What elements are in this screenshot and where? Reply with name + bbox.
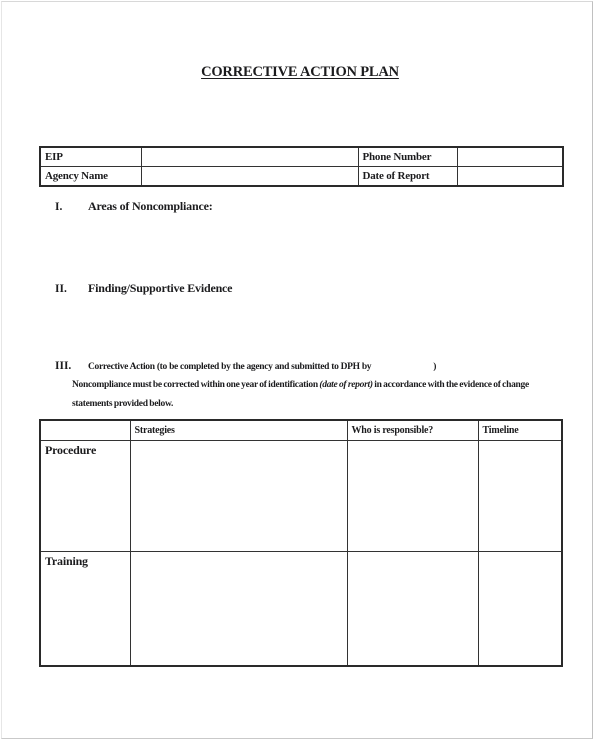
corrective-action-body-text (72, 376, 563, 413)
section-areas-of-noncompliance (55, 199, 213, 214)
document-title: CORRECTIVE ACTION PLAN (201, 64, 399, 80)
section-two-heading: Finding/Supportive Evidence (88, 281, 233, 295)
procedure-row-label: Procedure (40, 441, 130, 552)
procedure-timeline-cell[interactable] (478, 441, 562, 552)
training-row-label: Training (40, 552, 130, 667)
agency-name-value-cell[interactable] (141, 167, 358, 187)
date-of-report-italic: (date of report) (319, 380, 373, 390)
header-who-is-responsible: Who is responsible? (347, 420, 478, 441)
procedure-strategies-cell[interactable] (130, 441, 347, 552)
section-three-heading (88, 362, 436, 372)
table-row-procedure (40, 441, 562, 552)
eip-value-cell[interactable] (141, 147, 358, 167)
corrective-action-heading-text: Corrective Action (to be completed by the agency and submitted to DPH by (88, 362, 372, 372)
agency-info-table (39, 146, 564, 187)
table-header-row (40, 420, 562, 441)
header-blank-cell (40, 420, 130, 441)
table-row (40, 167, 563, 187)
header-timeline: Timeline (478, 420, 562, 441)
section-two-numeral: II. (55, 283, 67, 295)
section-corrective-action (55, 360, 436, 372)
phone-number-value-cell[interactable] (457, 147, 563, 167)
section-one-heading: Areas of Noncompliance: (88, 199, 213, 213)
date-of-report-label: Date of Report (358, 167, 457, 187)
training-responsible-cell[interactable] (347, 552, 478, 667)
procedure-responsible-cell[interactable] (347, 441, 478, 552)
corrective-action-table (39, 419, 563, 667)
table-row-training (40, 552, 562, 667)
table-row (40, 147, 563, 167)
section-one-numeral: I. (55, 201, 63, 213)
training-strategies-cell[interactable] (130, 552, 347, 667)
date-of-report-value-cell[interactable] (457, 167, 563, 187)
agency-name-label: Agency Name (40, 167, 141, 187)
section-finding-supportive-evidence (55, 281, 232, 296)
body-text-end: in accordance with the evidence of change statements provided below. (72, 380, 529, 409)
section-three-numeral: III. (55, 360, 72, 372)
phone-number-label: Phone Number (358, 147, 457, 167)
body-text-start: Noncompliance must be corrected within one year of identification (72, 380, 320, 390)
training-timeline-cell[interactable] (478, 552, 562, 667)
eip-label: EIP (40, 147, 141, 167)
closing-paren: ) (433, 362, 437, 372)
header-strategies: Strategies (130, 420, 347, 441)
